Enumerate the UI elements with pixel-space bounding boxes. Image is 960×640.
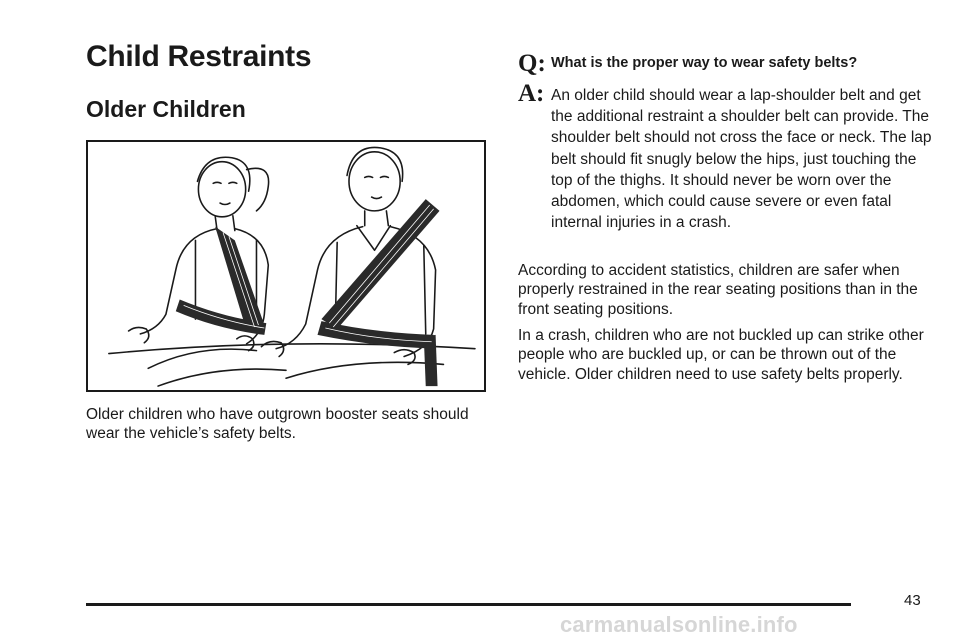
question-text: What is the proper way to wear safety belts? — [551, 55, 858, 71]
girl-neck — [215, 216, 235, 231]
girl-left-hand — [129, 327, 149, 342]
girl-face — [213, 182, 237, 204]
illustration-children-wearing-seat-belts — [86, 140, 486, 392]
answer-text: An older child should wear a lap-shoulder belt and get the additional restraint a shoulder belt can provide. The shoulder belt should not cross the face or neck. The lap belt should fit snugly below the hips, just touching the top of the thighs. It should never be worn over the abdomen, which could cause severe or even fatal internal injuries in a crash. — [551, 87, 932, 232]
watermark: carmanualsonline.info — [560, 612, 798, 637]
boy-legs — [286, 362, 443, 378]
girl-right-hand — [237, 336, 254, 351]
page-number: 43 — [904, 592, 921, 609]
paragraph-crash-risk: In a crash, children who are not buckled up can strike other people who are buckled up, or can be thrown out of the vehicle. Older children need to use safety belts properly. — [518, 327, 924, 383]
answer-label: A: — [518, 80, 545, 107]
section-title: Older Children — [86, 96, 246, 122]
girl-head — [198, 162, 245, 217]
seat-belts — [176, 199, 440, 386]
boy-belt-end — [424, 335, 438, 386]
question-label: Q: — [518, 50, 546, 77]
boy-neck — [365, 211, 389, 226]
boy-head — [349, 152, 400, 211]
page-title: Child Restraints — [86, 40, 312, 73]
boy-shoulder-belt — [321, 199, 439, 329]
illustration-drawing — [88, 142, 484, 390]
girl-legs — [148, 349, 286, 386]
figure-caption: Older children who have outgrown booster seats should wear the vehicle’s safety belts. — [86, 406, 469, 442]
paragraph-accident-statistics: According to accident statistics, children are safer when properly restrained in the rear seating positions than in the front seating positions. — [518, 262, 918, 318]
footer-rule — [86, 603, 851, 606]
boy-face — [365, 176, 389, 198]
